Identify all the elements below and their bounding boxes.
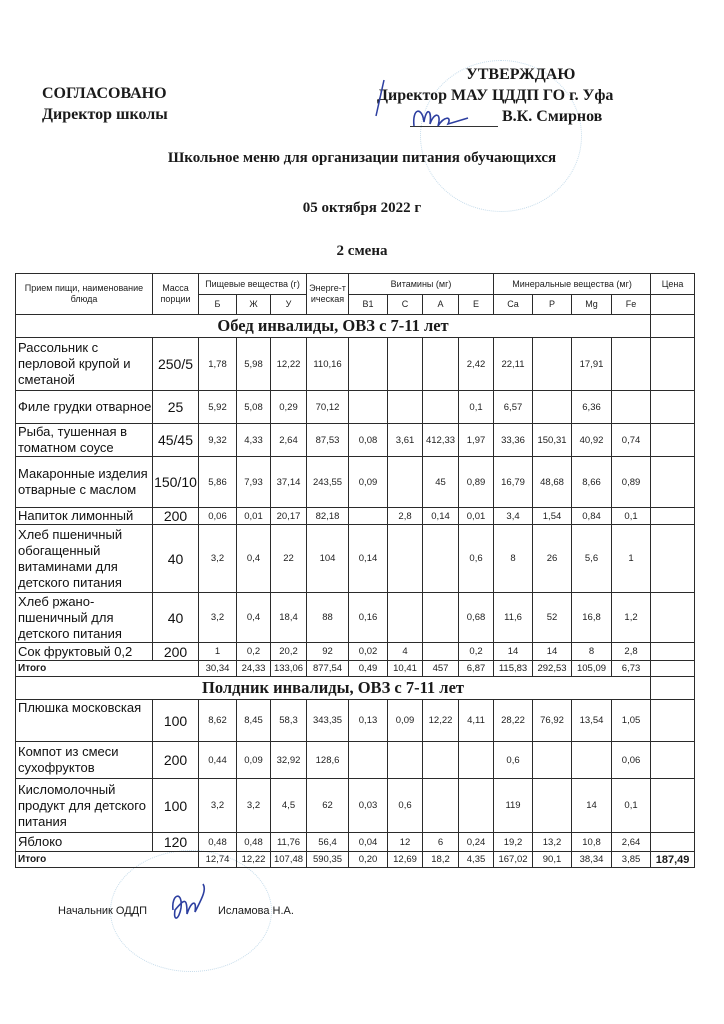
value-p xyxy=(533,338,572,391)
price-cell xyxy=(651,391,695,424)
table-row xyxy=(16,508,695,525)
value-e: 0,24 xyxy=(459,833,494,852)
value-p xyxy=(533,391,572,424)
value-mg: 5,6 xyxy=(572,525,612,593)
value-a: 6 xyxy=(423,833,459,852)
header-protein: Б xyxy=(199,295,237,315)
table-row xyxy=(16,833,695,852)
signature-line xyxy=(410,126,498,127)
value-p: 76,92 xyxy=(533,700,572,742)
dish-name: Рыба, тушенная в томатном соусе xyxy=(16,424,153,457)
value-zh: 0,48 xyxy=(237,833,271,852)
value-fe: 2,8 xyxy=(612,643,651,661)
total-mg: 105,09 xyxy=(572,661,612,677)
value-b: 0,48 xyxy=(199,833,237,852)
value-zh: 5,08 xyxy=(237,391,271,424)
portion-mass: 40 xyxy=(153,593,199,643)
value-p: 52 xyxy=(533,593,572,643)
total-zh: 24,33 xyxy=(237,661,271,677)
price-cell xyxy=(651,779,695,833)
table-row xyxy=(16,593,695,643)
value-b: 1,78 xyxy=(199,338,237,391)
value-b: 0,44 xyxy=(199,742,237,779)
value-fe: 0,06 xyxy=(612,742,651,779)
value-zh: 7,93 xyxy=(237,457,271,508)
value-energy: 70,12 xyxy=(307,391,349,424)
value-c: 0,09 xyxy=(388,700,423,742)
header-meal-name: Прием пищи, наименование блюда xyxy=(16,274,153,315)
approved-name: В.К. Смирнов xyxy=(502,108,603,125)
value-a xyxy=(423,742,459,779)
value-e xyxy=(459,742,494,779)
value-p xyxy=(533,779,572,833)
value-b1: 0,08 xyxy=(349,424,388,457)
value-zh: 0,2 xyxy=(237,643,271,661)
header-portion: Масса порции xyxy=(153,274,199,315)
value-mg: 14 xyxy=(572,779,612,833)
dish-name: Напиток лимонный xyxy=(16,508,153,525)
value-zh: 3,2 xyxy=(237,779,271,833)
value-a: 0,14 xyxy=(423,508,459,525)
value-ca: 33,36 xyxy=(494,424,533,457)
value-zh: 0,09 xyxy=(237,742,271,779)
value-p: 14 xyxy=(533,643,572,661)
header-fat: Ж xyxy=(237,295,271,315)
value-ca: 0,6 xyxy=(494,742,533,779)
header-carbs: У xyxy=(271,295,307,315)
document-title: Школьное меню для организации питания обучающихся xyxy=(167,150,557,166)
value-fe: 1 xyxy=(612,525,651,593)
value-zh: 5,98 xyxy=(237,338,271,391)
value-ca: 28,22 xyxy=(494,700,533,742)
header-b1: В1 xyxy=(349,295,388,315)
value-c xyxy=(388,457,423,508)
value-ca: 19,2 xyxy=(494,833,533,852)
price-cell xyxy=(651,338,695,391)
price-cell xyxy=(651,833,695,852)
price-cell xyxy=(651,593,695,643)
value-ca: 3,4 xyxy=(494,508,533,525)
value-energy: 82,18 xyxy=(307,508,349,525)
value-ca: 22,11 xyxy=(494,338,533,391)
total-b: 30,34 xyxy=(199,661,237,677)
agreed-title: СОГЛАСОВАНО xyxy=(42,85,167,102)
total-p: 292,53 xyxy=(533,661,572,677)
total-energy: 590,35 xyxy=(307,852,349,868)
value-energy: 56,4 xyxy=(307,833,349,852)
value-mg: 8 xyxy=(572,643,612,661)
value-b1 xyxy=(349,391,388,424)
value-c: 3,61 xyxy=(388,424,423,457)
value-energy: 243,55 xyxy=(307,457,349,508)
total-e: 4,35 xyxy=(459,852,494,868)
value-ca: 14 xyxy=(494,643,533,661)
value-a xyxy=(423,643,459,661)
section-title: Обед инвалиды, ОВЗ с 7-11 лет xyxy=(16,315,651,338)
value-c: 12 xyxy=(388,833,423,852)
header-price: Цена xyxy=(651,274,695,295)
total-a: 18,2 xyxy=(423,852,459,868)
total-a: 457 xyxy=(423,661,459,677)
value-u: 4,5 xyxy=(271,779,307,833)
value-u: 18,4 xyxy=(271,593,307,643)
table-row xyxy=(16,424,695,457)
value-a xyxy=(423,391,459,424)
value-mg: 17,91 xyxy=(572,338,612,391)
portion-mass: 100 xyxy=(153,779,199,833)
value-b1: 0,09 xyxy=(349,457,388,508)
value-c xyxy=(388,391,423,424)
header-price-empty xyxy=(651,295,695,315)
value-fe: 0,1 xyxy=(612,508,651,525)
dish-name: Плюшка московская xyxy=(16,700,153,742)
value-u: 37,14 xyxy=(271,457,307,508)
approved-title: УТВЕРЖДАЮ xyxy=(466,66,576,83)
value-a xyxy=(423,525,459,593)
header-a: А xyxy=(423,295,459,315)
dish-name: Кисломолочный продукт для детского питания xyxy=(16,779,153,833)
value-c xyxy=(388,338,423,391)
value-fe: 1,05 xyxy=(612,700,651,742)
value-fe xyxy=(612,338,651,391)
total-e: 6,87 xyxy=(459,661,494,677)
value-b: 8,62 xyxy=(199,700,237,742)
total-fe: 3,85 xyxy=(612,852,651,868)
total-b: 12,74 xyxy=(199,852,237,868)
header-energy: Энерге-тическая xyxy=(307,274,349,315)
total-c: 10,41 xyxy=(388,661,423,677)
value-b1: 0,16 xyxy=(349,593,388,643)
value-a xyxy=(423,338,459,391)
portion-mass: 200 xyxy=(153,742,199,779)
dish-name: Хлеб пшеничный обогащенный витаминами для детского питания xyxy=(16,525,153,593)
value-c xyxy=(388,593,423,643)
value-b: 5,86 xyxy=(199,457,237,508)
portion-mass: 100 xyxy=(153,700,199,742)
value-b1 xyxy=(349,508,388,525)
value-b: 3,2 xyxy=(199,525,237,593)
value-energy: 88 xyxy=(307,593,349,643)
header-fe: Fe xyxy=(612,295,651,315)
price-cell xyxy=(651,643,695,661)
value-mg: 6,36 xyxy=(572,391,612,424)
value-b: 5,92 xyxy=(199,391,237,424)
value-b1: 0,13 xyxy=(349,700,388,742)
value-c xyxy=(388,742,423,779)
table-row xyxy=(16,525,695,593)
table-row xyxy=(16,700,695,742)
value-ca: 16,79 xyxy=(494,457,533,508)
value-energy: 110,16 xyxy=(307,338,349,391)
price-cell xyxy=(651,525,695,593)
value-u: 0,29 xyxy=(271,391,307,424)
portion-mass: 200 xyxy=(153,643,199,661)
value-ca: 6,57 xyxy=(494,391,533,424)
value-energy: 62 xyxy=(307,779,349,833)
value-b: 3,2 xyxy=(199,779,237,833)
value-e: 0,2 xyxy=(459,643,494,661)
table-row xyxy=(16,742,695,779)
total-price: 187,49 xyxy=(651,852,695,868)
price-cell xyxy=(651,457,695,508)
portion-mass: 250/5 xyxy=(153,338,199,391)
header-p: P xyxy=(533,295,572,315)
value-a: 45 xyxy=(423,457,459,508)
value-e: 0,68 xyxy=(459,593,494,643)
value-ca: 11,6 xyxy=(494,593,533,643)
value-a: 412,33 xyxy=(423,424,459,457)
table-row xyxy=(16,391,695,424)
header-c: С xyxy=(388,295,423,315)
menu-table xyxy=(15,273,695,868)
value-c: 2,8 xyxy=(388,508,423,525)
total-c: 12,69 xyxy=(388,852,423,868)
value-energy: 343,35 xyxy=(307,700,349,742)
value-a xyxy=(423,779,459,833)
value-energy: 87,53 xyxy=(307,424,349,457)
value-e: 2,42 xyxy=(459,338,494,391)
price-cell xyxy=(651,315,695,338)
approved-position: Директор МАУ ЦДДП ГО г. Уфа xyxy=(377,87,614,104)
total-ca: 115,83 xyxy=(494,661,533,677)
value-energy: 92 xyxy=(307,643,349,661)
value-fe: 1,2 xyxy=(612,593,651,643)
value-e: 0,01 xyxy=(459,508,494,525)
value-u: 12,22 xyxy=(271,338,307,391)
price-cell xyxy=(651,742,695,779)
value-b: 0,06 xyxy=(199,508,237,525)
table-row xyxy=(16,457,695,508)
value-zh: 8,45 xyxy=(237,700,271,742)
value-u: 11,76 xyxy=(271,833,307,852)
table-row xyxy=(16,338,695,391)
header-ca: Ca xyxy=(494,295,533,315)
portion-mass: 120 xyxy=(153,833,199,852)
portion-mass: 25 xyxy=(153,391,199,424)
value-mg: 0,84 xyxy=(572,508,612,525)
document-date: 05 октября 2022 г xyxy=(302,200,422,216)
value-b1 xyxy=(349,338,388,391)
value-fe: 0,89 xyxy=(612,457,651,508)
value-u: 2,64 xyxy=(271,424,307,457)
value-fe: 0,1 xyxy=(612,779,651,833)
header-mg: Mg xyxy=(572,295,612,315)
value-b1: 0,02 xyxy=(349,643,388,661)
value-energy: 128,6 xyxy=(307,742,349,779)
dish-name: Яблоко xyxy=(16,833,153,852)
footer-name: Исламова Н.А. xyxy=(218,905,294,917)
price-cell xyxy=(651,508,695,525)
value-b1: 0,03 xyxy=(349,779,388,833)
value-u: 58,3 xyxy=(271,700,307,742)
section-title: Полдник инвалиды, ОВЗ с 7-11 лет xyxy=(16,677,651,700)
dish-name: Макаронные изделия отварные с маслом xyxy=(16,457,153,508)
value-ca: 119 xyxy=(494,779,533,833)
value-mg: 16,8 xyxy=(572,593,612,643)
value-b: 1 xyxy=(199,643,237,661)
value-b: 3,2 xyxy=(199,593,237,643)
value-a xyxy=(423,593,459,643)
total-ca: 167,02 xyxy=(494,852,533,868)
value-c xyxy=(388,525,423,593)
total-row xyxy=(16,852,695,868)
header-e: Е xyxy=(459,295,494,315)
value-zh: 0,4 xyxy=(237,593,271,643)
value-energy: 104 xyxy=(307,525,349,593)
total-zh: 12,22 xyxy=(237,852,271,868)
value-b1 xyxy=(349,742,388,779)
table-row xyxy=(16,779,695,833)
total-fe: 6,73 xyxy=(612,661,651,677)
value-b1: 0,14 xyxy=(349,525,388,593)
value-p: 26 xyxy=(533,525,572,593)
value-c: 0,6 xyxy=(388,779,423,833)
value-zh: 0,4 xyxy=(237,525,271,593)
value-mg: 40,92 xyxy=(572,424,612,457)
dish-name: Хлеб ржано-пшеничный для детского питания xyxy=(16,593,153,643)
total-row xyxy=(16,661,695,677)
value-e: 0,6 xyxy=(459,525,494,593)
value-u: 32,92 xyxy=(271,742,307,779)
value-u: 20,2 xyxy=(271,643,307,661)
portion-mass: 200 xyxy=(153,508,199,525)
total-u: 107,48 xyxy=(271,852,307,868)
dish-name: Рассольник с перловой крупой и сметаной xyxy=(16,338,153,391)
value-mg: 13,54 xyxy=(572,700,612,742)
value-e: 0,89 xyxy=(459,457,494,508)
value-fe: 2,64 xyxy=(612,833,651,852)
value-c: 4 xyxy=(388,643,423,661)
value-p: 13,2 xyxy=(533,833,572,852)
document-shift: 2 смена xyxy=(336,243,388,259)
price-cell xyxy=(651,700,695,742)
value-a: 12,22 xyxy=(423,700,459,742)
section-row xyxy=(16,315,695,338)
total-u: 133,06 xyxy=(271,661,307,677)
portion-mass: 150/10 xyxy=(153,457,199,508)
total-price xyxy=(651,661,695,677)
value-p: 1,54 xyxy=(533,508,572,525)
price-cell xyxy=(651,677,695,700)
total-label: Итого xyxy=(16,661,199,677)
value-mg xyxy=(572,742,612,779)
value-fe xyxy=(612,391,651,424)
total-b1: 0,20 xyxy=(349,852,388,868)
value-e: 1,97 xyxy=(459,424,494,457)
value-ca: 8 xyxy=(494,525,533,593)
total-mg: 38,34 xyxy=(572,852,612,868)
value-p xyxy=(533,742,572,779)
price-cell xyxy=(651,424,695,457)
agreed-position: Директор школы xyxy=(42,106,168,123)
total-energy: 877,54 xyxy=(307,661,349,677)
dish-name: Филе грудки отварное xyxy=(16,391,153,424)
dish-name: Компот из смеси сухофруктов xyxy=(16,742,153,779)
header-nutrients: Пищевые вещества (г) xyxy=(199,274,307,295)
value-mg: 8,66 xyxy=(572,457,612,508)
total-label: Итого xyxy=(16,852,199,868)
value-p: 150,31 xyxy=(533,424,572,457)
table-row xyxy=(16,643,695,661)
value-u: 20,17 xyxy=(271,508,307,525)
section-row xyxy=(16,677,695,700)
value-zh: 4,33 xyxy=(237,424,271,457)
dish-name: Сок фруктовый 0,2 xyxy=(16,643,153,661)
total-p: 90,1 xyxy=(533,852,572,868)
value-zh: 0,01 xyxy=(237,508,271,525)
value-u: 22 xyxy=(271,525,307,593)
value-p: 48,68 xyxy=(533,457,572,508)
value-b: 9,32 xyxy=(199,424,237,457)
value-mg: 10,8 xyxy=(572,833,612,852)
value-e: 4,11 xyxy=(459,700,494,742)
total-b1: 0,49 xyxy=(349,661,388,677)
value-e xyxy=(459,779,494,833)
header-vitamins: Витамины (мг) xyxy=(349,274,494,295)
footer-role: Начальник ОДДП xyxy=(58,905,148,917)
portion-mass: 40 xyxy=(153,525,199,593)
value-b1: 0,04 xyxy=(349,833,388,852)
value-e: 0,1 xyxy=(459,391,494,424)
header-minerals: Минеральные вещества (мг) xyxy=(494,274,651,295)
portion-mass: 45/45 xyxy=(153,424,199,457)
value-fe: 0,74 xyxy=(612,424,651,457)
